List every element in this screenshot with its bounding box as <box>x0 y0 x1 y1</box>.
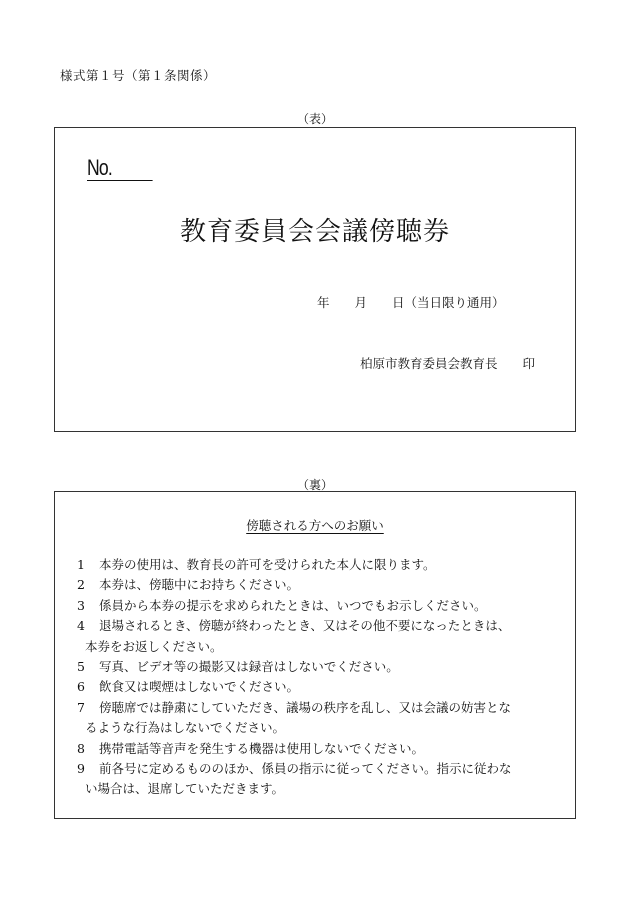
notice-title-text: 傍聴される方へのお願い <box>246 518 384 533</box>
ticket-number-label: No. <box>87 156 153 181</box>
rules-list <box>75 555 559 800</box>
rule-item-5 <box>75 657 559 677</box>
ticket-title: 教育委員会会議傍聴券 <box>179 217 450 247</box>
rule-item-6 <box>75 677 559 697</box>
notice-title <box>55 516 575 534</box>
front-side-label: （表） <box>296 112 333 126</box>
rule-item-4 <box>75 616 559 657</box>
rule-item-2 <box>75 575 559 595</box>
rule-number: 9 <box>77 761 85 777</box>
rule-number: 8 <box>77 740 85 756</box>
rule-text-continued: るような行為はしないでください。 <box>85 720 286 736</box>
rule-number: 4 <box>77 618 85 634</box>
rule-text: 係員から本券の提示を求められたときは、いつでもお示しください。 <box>99 597 487 613</box>
rule-text: 携帯電話等音声を発生する機器は使用しないでください。 <box>99 740 425 756</box>
rule-number: 6 <box>77 679 85 695</box>
rule-item-8 <box>75 739 559 759</box>
ticket-front-card <box>54 127 576 432</box>
rule-number: 1 <box>77 557 85 572</box>
rule-number: 3 <box>77 597 85 613</box>
rule-number: 2 <box>77 577 85 593</box>
rule-text: 前各号に定めるもののほか、係員の指示に従ってください。指示に従わな <box>99 761 512 777</box>
rule-text-continued: い場合は、退席していただきます。 <box>85 781 285 797</box>
ticket-back-card <box>54 491 576 819</box>
rule-item-1 <box>75 555 559 575</box>
rule-number: 5 <box>77 659 85 675</box>
issuer-seal-line: 柏原市教育委員会教育長 印 <box>360 356 536 371</box>
rule-item-9 <box>75 759 559 800</box>
rule-text: 本券は、傍聴中にお持ちください。 <box>99 577 300 593</box>
rule-text: 本券の使用は、教育長の許可を受けられた本人に限ります。 <box>99 557 436 572</box>
rule-text: 傍聴席では静粛にしていただき、議場の秩序を乱し、又は会議の妨害とな <box>99 699 512 715</box>
form-number-label: 様式第１号（第１条関係） <box>60 68 217 83</box>
rule-text: 飲食又は喫煙はしないでください。 <box>99 679 300 695</box>
rule-item-3 <box>75 596 559 616</box>
rule-text-continued: 本券をお返しください。 <box>85 638 223 654</box>
rule-item-7 <box>75 698 559 739</box>
rule-number: 7 <box>77 699 85 715</box>
validity-date-line: 年 月 日（当日限り通用） <box>317 295 505 310</box>
back-side-label: （裏） <box>296 478 333 492</box>
rule-text: 退場されるとき、傍聴が終わったとき、又はその他不要になったときは、 <box>99 618 511 634</box>
rule-text: 写真、ビデオ等の撮影又は録音はしないでください。 <box>99 659 399 675</box>
